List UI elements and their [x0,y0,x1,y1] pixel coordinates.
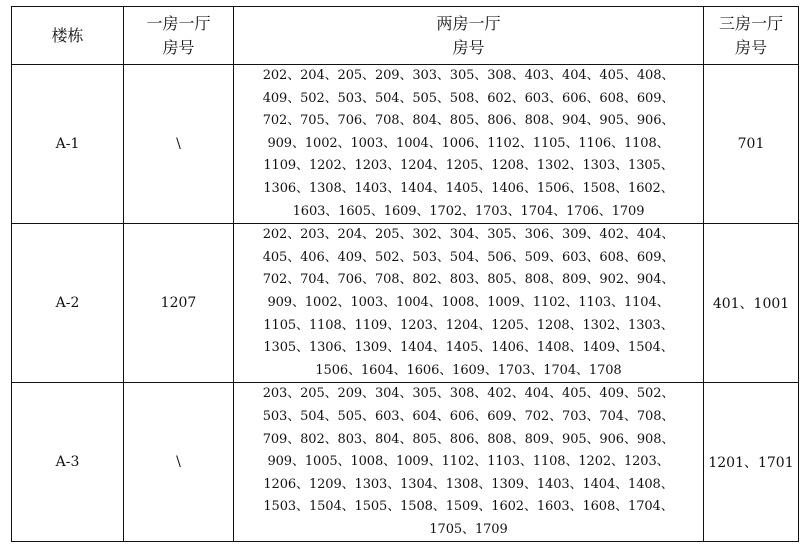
header-building: 楼栋 [12,7,124,65]
two-room-cell: 202、204、205、209、303、305、308、403、404、405、408、 409、502、503、504、505、508、602、603、606、608、609、 702、705、706、708、804、805、806、808、904、905、906、 909、1002、1003、1004、1006、1102、1105、1106、1108、 1109、1202、1203、1204、1205、1208、1302、1303、1305、 1306、1308、1403、1404、1405、1406、1506、1508、1602、 1603、1605、1609、1702、1703、1704、1706、1709 [234,65,704,224]
building-cell: A-1 [12,65,124,224]
one-room-cell: \ [124,383,234,542]
three-room-cell: 1201、1701 [704,383,799,542]
table-row-a1 [12,65,799,224]
room-number-table [11,6,799,542]
header-one-room: 一房一厅 房号 [124,7,234,65]
two-room-cell: 202、203、204、205、302、304、305、306、309、402、404、 405、406、409、502、503、504、506、509、603、608、609、 702、704、706、708、802、803、805、808、809、902、904、 909、1002、1003、1004、1008、1009、1102、1103、1104、 1105、1108、1109、1203、1204、1205、1208、1302、1303、 1305、1306、1309、1404、1405、1406、1408、1409、1504、 1506、1604、1606、1609、1703、1704、1708 [234,224,704,383]
table-row-a2 [12,224,799,383]
building-cell: A-3 [12,383,124,542]
two-room-cell: 203、205、209、304、305、308、402、404、405、409、502、 503、504、505、603、604、606、609、702、703、704、708、 709、802、803、804、805、806、808、809、905、906、908、 909、1005、1008、1009、1102、1103、1108、1202、1203、 1206、1209、1303、1304、1308、1309、1403、1404、1408、 1503、1504、1505、1508、1509、1602、1603、1608、1704、 1705、1709 [234,383,704,542]
header-row [12,7,799,65]
header-two-room: 两房一厅 房号 [234,7,704,65]
table-row-a3 [12,383,799,542]
building-cell: A-2 [12,224,124,383]
header-three-room: 三房一厅 房号 [704,7,799,65]
three-room-cell: 701 [704,65,799,224]
one-room-cell: \ [124,65,234,224]
three-room-cell: 401、1001 [704,224,799,383]
one-room-cell: 1207 [124,224,234,383]
